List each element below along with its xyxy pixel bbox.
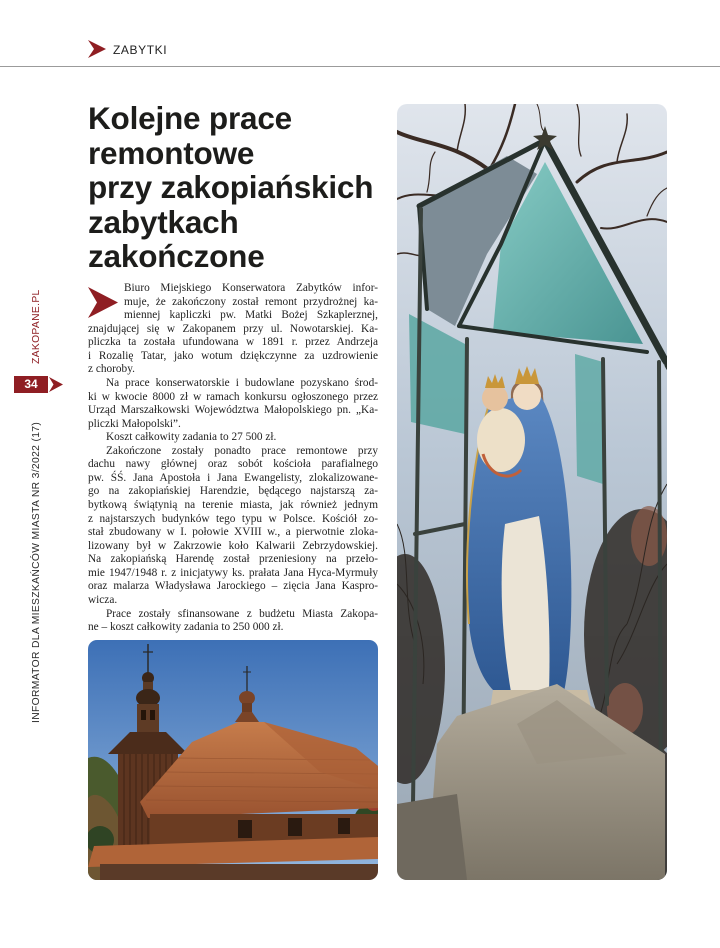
body-line: Urząd Marszałkowski Województwa Małopolskiego pn. „Ka-: [88, 404, 378, 417]
header-rule: [0, 66, 720, 67]
title-line: Kolejne prace: [88, 100, 292, 136]
body-line: Prace zostały sfinansowane z budżetu Miasta Zakopa-: [106, 607, 378, 620]
body-line: Na zakopiańską Harendę został przeniesiony na przeło-: [88, 553, 378, 566]
page-chevron-icon: [49, 377, 63, 392]
page-number-badge: 34: [14, 376, 48, 393]
body-line: oraz malarza Władysława Jarockiego – zięcia Jana Kaspro-: [88, 580, 378, 593]
body-line: pliczka ta została ufundowana w 1891 r. przez Andrzeja: [88, 336, 378, 349]
wooden-church-photo: [88, 640, 378, 880]
body-line: wicza.: [88, 593, 118, 606]
body-line: Koszt całkowity zadania to 27 500 zł.: [106, 431, 277, 444]
roadside-chapel-photo: [397, 104, 667, 880]
body-line: pliczki Małopolski”.: [88, 417, 181, 430]
body-line: lizowany był w Zakrzowie koło Kalwarii Zebrzydowskiej.: [88, 539, 378, 552]
body-line: Na prace konserwatorskie i budowlane pozyskano środ-: [106, 376, 378, 389]
body-line: miennej kapliczki pw. Matki Bożej Szkaplerznej,: [124, 309, 378, 322]
publication-info: INFORMATOR DLA MIESZKAŃCÓW MIASTA NR 3/2022 (17): [31, 421, 42, 723]
section-chevron-icon: [88, 40, 106, 58]
title-line: zabytkach: [88, 203, 239, 240]
body-line: dachu nawy głównej oraz sobót kościoła parafialnego: [88, 458, 378, 471]
roadside-chapel-illustration: [397, 104, 667, 880]
body-line: muje, że zakończony został remont przydrożnej ka-: [124, 295, 378, 308]
article-title: [88, 101, 380, 274]
body-line: mie 1947/1948 r. z inicjatywy ks. prałata Jana Hyca-Myrmuły: [88, 566, 378, 579]
body-line: stał zbudowany w I. połowie XVIII w., a pierwotnie zloka-: [88, 526, 378, 539]
title-line: remontowe: [88, 134, 255, 171]
wooden-church-illustration: [88, 640, 378, 880]
section-label: ZABYTKI: [113, 43, 168, 57]
body-line: Biuro Miejskiego Konserwatora Zabytków infor-: [124, 282, 378, 294]
title-line: zakończone: [88, 238, 265, 274]
article-body: [88, 282, 378, 635]
body-line: ne – koszt całkowity zadania to 250 000 zł.: [88, 621, 284, 634]
body-line: go na zakopiańskiej Harendzie, będącego najstarszą za-: [88, 485, 378, 498]
body-line: Zakończone zostały ponadto prace remontowe przy: [106, 444, 378, 457]
body-line: znajdującej się w Zakopanem przy ul. Nowotarskiej. Ka-: [88, 322, 378, 335]
website-label: ZAKOPANE.PL: [31, 289, 42, 364]
title-line: przy zakopiańskich: [88, 169, 374, 205]
body-line: ki w kwocie 8000 zł w ramach konkursu ogłoszonego przez: [88, 390, 378, 403]
body-line: bytkową świątynią na terenie miasta, jak również jednym: [88, 499, 378, 511]
body-line: z najstarszych budynków tego typu w Polsce. Kościół zo-: [88, 512, 378, 525]
body-line: pw. ŚŚ. Jana Apostoła i Jana Ewangelisty, zlokalizowane-: [88, 471, 378, 484]
body-line: z choroby.: [88, 363, 135, 376]
body-line: i Rozalię Tatar, jako wotum dziękczynne za uzdrowienie: [88, 349, 378, 362]
